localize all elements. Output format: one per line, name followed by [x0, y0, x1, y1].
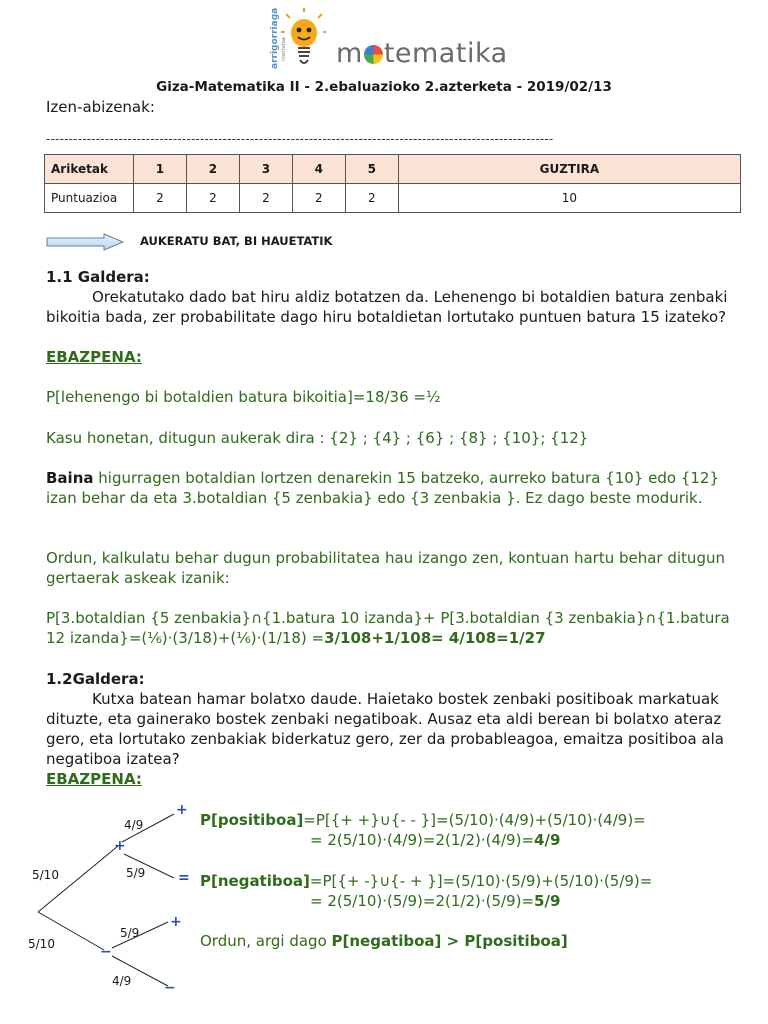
score-table-header-row	[45, 155, 741, 184]
conclusion-bold: P[negatiboa] > P[positiboa]	[331, 932, 568, 950]
positive-expression: =P[{+ +}∪{- - }]=(5/10)·(4/9)+(5/10)·(4/9)=	[303, 811, 646, 829]
q1-text: Orekatutako dado bat hiru aldiz botatzen da. Lehenengo bi botaldien batura zenbaki bikoitia bada, zer probabilitate dago hiru botaldietan lortutako puntuen batura 15 izateko?	[46, 288, 728, 326]
q1-line1: P[lehenengo bi botaldien batura bikoitia]=18/36 =½	[46, 388, 441, 406]
score-cell: 2	[186, 184, 239, 213]
score-header-cell: 2	[186, 155, 239, 184]
q1-line2: Kasu honetan, ditugun aukerak dira : {2} ; {4} ; {6} ; {8} ; {10}; {12}	[46, 429, 589, 447]
logo-side-text: arrigorriaga	[270, 8, 280, 69]
minus-sign-icon: −	[164, 980, 176, 996]
plus-sign-icon: +	[170, 914, 182, 930]
logo-word-m: m	[336, 38, 363, 69]
logo-side-sub: institutua	[281, 37, 287, 61]
logo-colored-circle-icon	[364, 45, 383, 64]
negative-formula-line2	[310, 891, 560, 911]
minus-sign-icon: −	[100, 944, 112, 960]
q2-title: 1.2Galdera:	[46, 670, 145, 688]
conclusion-plain: Ordun, argi dago	[200, 932, 332, 950]
q1-paragraph5	[46, 608, 736, 648]
positive-expression-2: = 2(5/10)·(4/9)=2(1/2)·(4/9)=	[310, 831, 535, 849]
conclusion	[200, 931, 568, 951]
score-cell: 2	[292, 184, 345, 213]
tree-label: 5/10	[32, 868, 59, 882]
score-table	[44, 154, 741, 213]
school-logo	[266, 8, 326, 70]
q1-title: 1.1 Galdera:	[46, 268, 150, 286]
score-cell: 2	[134, 184, 187, 213]
positive-formula-line2	[310, 830, 560, 850]
score-header-cell: Ariketak	[45, 155, 134, 184]
negative-expression: =P[{+ -}∪{- + }]=(5/10)·(5/9)+(5/10)·(5/9)=	[309, 872, 653, 890]
score-header-cell: 3	[239, 155, 292, 184]
q1-paragraph3	[46, 468, 736, 508]
q2-solution-label: EBAZPENA:	[46, 770, 142, 788]
score-cell: 2	[345, 184, 398, 213]
tree-label: 5/10	[28, 937, 55, 951]
name-label: Izen-abizenak:	[46, 98, 155, 116]
q1-para3-bold: Baina	[46, 469, 94, 487]
score-header-cell: GUZTIRA	[398, 155, 740, 184]
negative-expression-2: = 2(5/10)·(5/9)=2(1/2)·(5/9)=	[310, 892, 535, 910]
probability-tree	[20, 800, 200, 1000]
score-header-cell: 1	[134, 155, 187, 184]
lightbulb-logo-icon	[266, 8, 326, 70]
q1-solution-label: EBAZPENA:	[46, 348, 142, 366]
negative-result: 5/9	[534, 892, 561, 910]
positive-formula-line1	[200, 810, 646, 830]
exam-title: Giza-Matematika II - 2.ebaluazioko 2.azterketa - 2019/02/13	[156, 79, 612, 95]
choose-instruction: AUKERATU BAT, BI HAUETATIK	[140, 234, 333, 248]
plus-sign-icon: +	[114, 838, 126, 854]
name-dashed-line: ----------------------------------------------------------------------------------------------------------------	[46, 132, 554, 146]
negative-label: P[negatiboa]	[200, 872, 310, 890]
q1-para5-plain: P[3.botaldian {5 zenbakia}∩{1.batura 10 izanda}+ P[3.botaldian {3 zenbakia}∩{1.batura 12 izanda}=(⅙)·(3/18)+(⅙)·(1/18) =	[46, 609, 730, 647]
tree-label: 4/9	[112, 974, 132, 988]
score-cell: Puntuazioa	[45, 184, 134, 213]
tree-label: 5/9	[120, 926, 140, 940]
equals-sign-icon: =	[178, 870, 190, 886]
score-table-row	[45, 184, 741, 213]
score-cell: 10	[398, 184, 740, 213]
q1-para5-bold: 3/108+1/108= 4/108=1/27	[324, 629, 546, 647]
q2-text: Kutxa batean hamar bolatxo daude. Haietako bostek zenbaki positiboak markatuak dituzte, eta gainerako bostek zenbaki negatiboak. Ausaz eta aldi berean bi bolatxo ateraz gero, eta lortutako zenbakiak biderkatuz gero, zer da probableagoa, emaitza positiboa ala negatiboa izatea?	[46, 690, 724, 768]
positive-result: 4/9	[534, 831, 561, 849]
positive-label: P[positiboa]	[200, 811, 304, 829]
score-header-cell: 4	[292, 155, 345, 184]
q1-para3-rest: higurragen botaldian lortzen denarekin 15 batzeko, aurreko batura {10} edo {12} izan behar da eta 3.botaldian {5 zenbakia} edo {3 zenbakia }. Ez dago beste modurik.	[46, 469, 719, 507]
score-cell: 2	[239, 184, 292, 213]
negative-formula-line1	[200, 871, 652, 891]
tree-label: 4/9	[124, 818, 144, 832]
plus-sign-icon: +	[176, 802, 188, 818]
logo-wordmark	[336, 38, 508, 69]
tree-label: 5/9	[126, 866, 146, 880]
logo-word-rest: tematika	[383, 38, 508, 69]
q1-paragraph4: Ordun, kalkulatu behar dugun probabilitatea hau izango zen, kontuan hartu behar ditugun gertaerak askeak izanik:	[46, 549, 725, 587]
score-header-cell: 5	[345, 155, 398, 184]
right-arrow-icon	[46, 233, 126, 255]
